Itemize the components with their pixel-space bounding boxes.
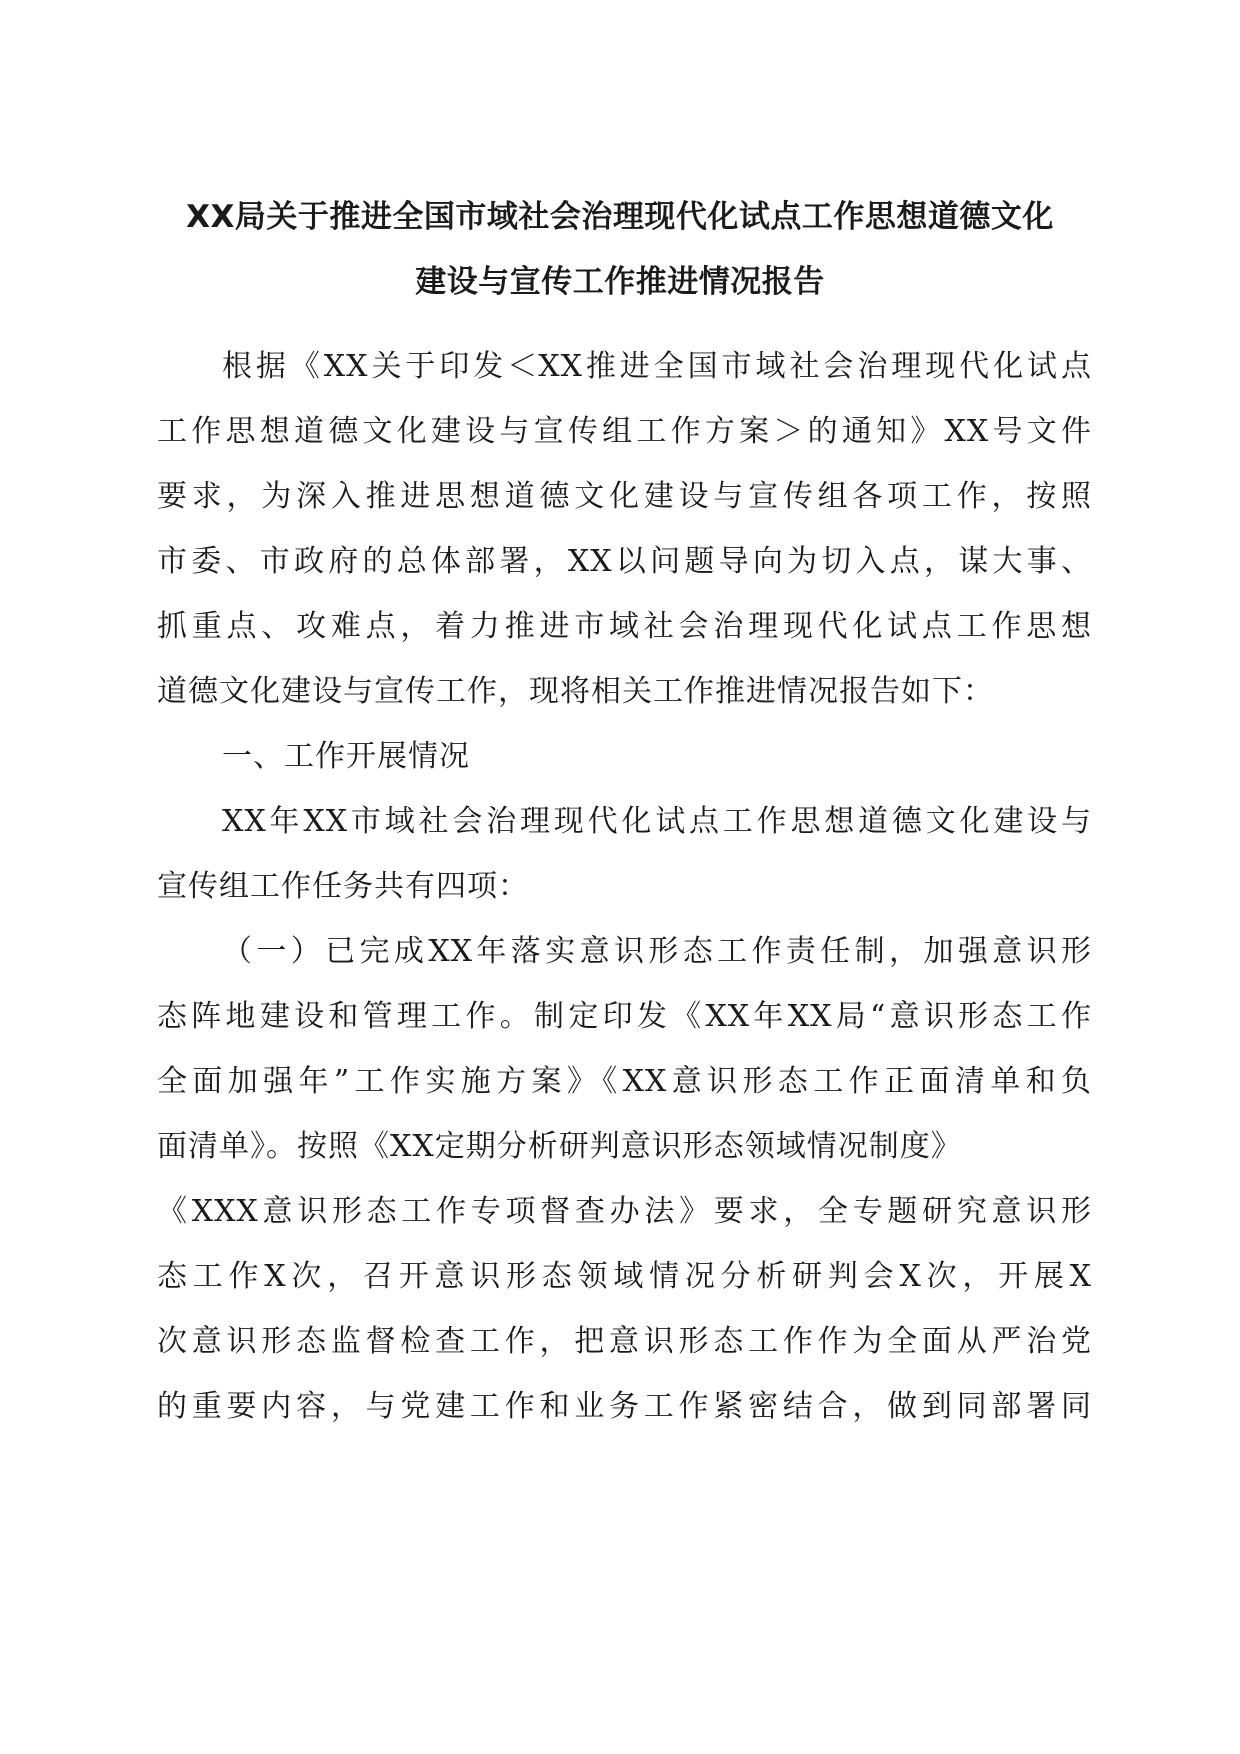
paragraph-line: 次意识形态监督检查工作，把意识形态工作作为全面从严治党 (157, 1324, 1092, 1359)
section-heading: 一、工作开展情况 (222, 739, 470, 774)
paragraph-line: 抓重点、攻难点，着力推进市域社会治理现代化试点工作思想 (157, 609, 1092, 644)
paragraph-line: 要求，为深入推进思想道德文化建设与宣传组各项工作，按照 (157, 479, 1092, 514)
paragraph-line: 《XXX意识形态工作专项督查办法》要求，全专题研究意识形 (157, 1194, 1092, 1229)
paragraph-line: 的重要内容，与党建工作和业务工作紧密结合，做到同部署同 (157, 1389, 1092, 1424)
paragraph-line: 市委、市政府的总体部署，XX以问题导向为切入点，谋大事、 (157, 544, 1092, 579)
paragraph-line: 态阵地建设和管理工作。制定印发《XX年XX局“意识形态工作 (157, 999, 1092, 1034)
paragraph-line: 根据《XX关于印发＜XX推进全国市域社会治理现代化试点 (222, 349, 1092, 384)
document-title-line-2: 建设与宣传工作推进情况报告 (415, 264, 825, 300)
paragraph-line: （一）已完成XX年落实意识形态工作责任制，加强意识形 (222, 934, 1092, 969)
paragraph-line: 宣传组工作任务共有四项： (157, 869, 529, 904)
document-title-line-1: XX局关于推进全国市域社会治理现代化试点工作思想道德文化 (186, 199, 1054, 235)
paragraph-line: XX年XX市域社会治理现代化试点工作思想道德文化建设与 (222, 804, 1092, 839)
paragraph-line: 面清单》。按照《XX定期分析研判意识形态领域情况制度》 (157, 1129, 962, 1164)
paragraph-line: 道德文化建设与宣传工作，现将相关工作推进情况报告如下： (157, 674, 994, 709)
paragraph-line: 全面加强年”工作实施方案》《XX意识形态工作正面清单和负 (157, 1064, 1092, 1099)
paragraph-line: 工作思想道德文化建设与宣传组工作方案＞的通知》XX号文件 (157, 414, 1092, 449)
paragraph-line: 态工作X次，召开意识形态领域情况分析研判会X次，开展X (157, 1259, 1092, 1294)
